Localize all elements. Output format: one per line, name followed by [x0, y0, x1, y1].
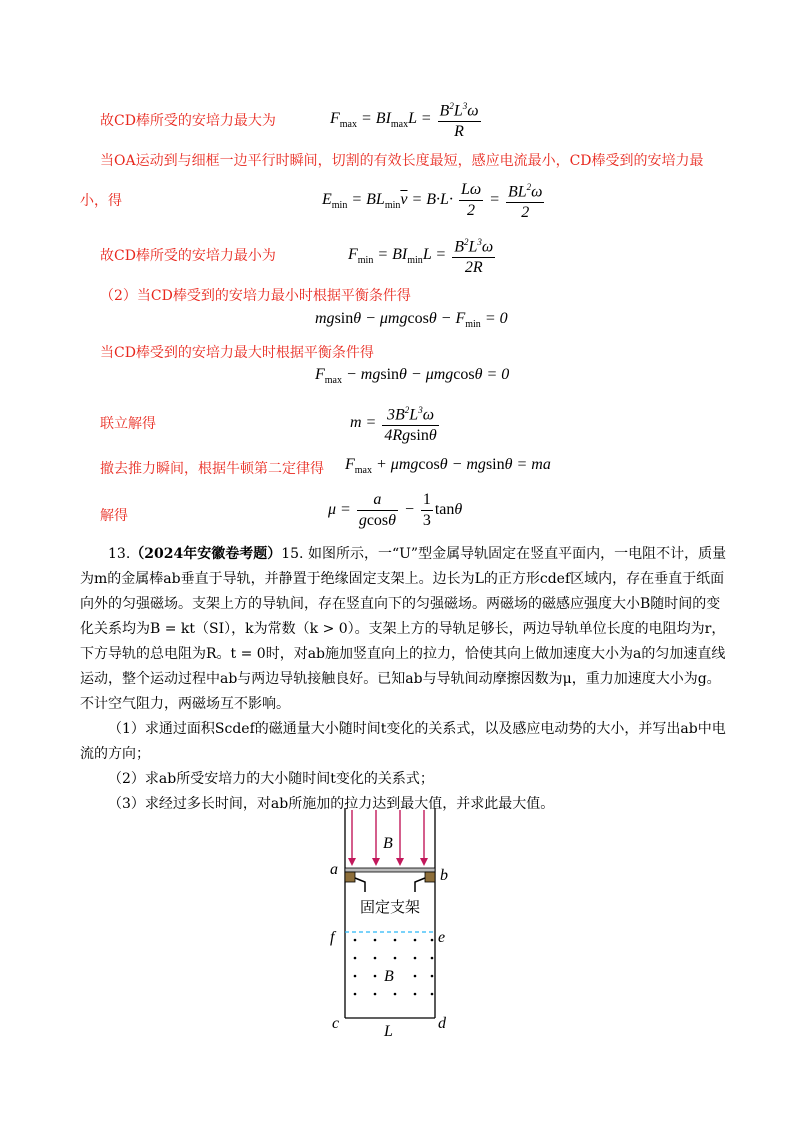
solution-line1-label: 故CD棒所受的安培力最大为	[100, 113, 276, 129]
equation-balance-max: $F_{max} - mgsin\theta - \mu mgcos\theta = 0$	[315, 366, 510, 386]
problem-subnumber: 15.	[281, 546, 304, 562]
problem-paragraph	[80, 542, 730, 717]
question-3: （3）求经过多长时间，对ab所施加的拉力达到最大值，并求此最大值。	[108, 796, 555, 812]
label-B-bottom: B	[384, 968, 394, 985]
solution-line7-label: 撤去推力瞬间，根据牛顿第二定律得	[100, 461, 324, 477]
label-f: f	[330, 929, 335, 946]
support-block-left	[345, 872, 355, 882]
equation-fmin: $F_{min} = BI_{min}L$ = $\frac{B^2L^3\omega}{2R}$	[348, 232, 497, 278]
problem-body: 如图所示，一“U”型金属导轨固定在竖直平面内，一电阻不计，质量为m的金属棒ab垂直于导轨，并静置于绝缘固定支架上。边长为L的正方形cdef区域内，存在垂直于纸面向外的匀强磁场。支架上方的导轨间，存在竖直向下的匀强磁场。两磁场的磁感应强度大小B随时间的变化关系均为B = kt（SI），k为常数（k > 0）。支架上方的导轨足够长，两边导轨单位长度的电阻均为r，下方导轨的总电阻为R。t = 0时，对ab施加竖直向上的拉力，恰使其向上做加速度大小为a的匀加速直线运动，整个运动过程中ab与两边导轨接触良好。已知ab与导轨间动摩擦因数为μ，重力加速度大小为g。不计空气阻力，两磁场互不影响。	[80, 546, 727, 712]
solution-line4-text: （2）当CD棒受到的安培力最小时根据平衡条件得	[100, 288, 411, 304]
label-a: a	[330, 861, 338, 878]
metal-rod-ab	[345, 868, 435, 872]
support-bar-right	[415, 878, 425, 892]
solution-line6-label: 联立解得	[100, 416, 156, 432]
equation-balance-min: $mgsin\theta - \mu mgcos\theta - F_{min} = 0$	[315, 310, 508, 330]
support-label: 固定支架	[359, 898, 421, 916]
equation-mu: μ = $\frac{a}{gcos\theta}$ − $\frac{1}{3}$ tanθ	[328, 491, 463, 529]
equation-newton: $F_{max} + \mu mgcos\theta - mgsin\theta$ = ma	[345, 456, 551, 476]
solution-line3-label: 故CD棒所受的安培力最小为	[100, 248, 276, 264]
label-B-top: B	[383, 835, 393, 852]
solution-line2-text-b: 小，得	[80, 193, 122, 209]
equation-m: m = $\frac{3B^2L^3\omega}{4Rgsin\theta}$	[350, 400, 441, 446]
label-c: c	[332, 1015, 340, 1032]
question-2: （2）求ab所受安培力的大小随时间t变化的关系式；	[108, 771, 434, 787]
field-dots-out-of-page	[354, 939, 434, 996]
label-L: L	[384, 1023, 393, 1040]
label-d: d	[438, 1015, 446, 1032]
label-b: b	[440, 867, 448, 884]
problem-block	[80, 542, 730, 817]
problem-number: 13.	[108, 546, 131, 562]
problem-source: （2024年安徽卷考题）	[130, 546, 282, 562]
equation-emin: $E_{min} = BL_{min}\overline{v} = B\cdot L\cdot$ $\frac{L\omega}{2}$ = $\frac{BL^2\omega}{2}$	[322, 177, 546, 223]
support-block-right	[425, 872, 435, 882]
label-e: e	[438, 929, 446, 946]
physics-figure	[320, 808, 460, 1040]
question-1: （1）求通过面积Scdef的磁通量大小随时间t变化的关系式，以及感应电动势的大小，并写出ab中电流的方向；	[80, 721, 726, 762]
solution-line2-text: 当OA运动到与细框一边平行时瞬间，切割的有效长度最短，感应电流最小，CD棒受到的安培力最	[100, 153, 704, 169]
solution-line8-label: 解得	[100, 508, 128, 524]
solution-line5-text: 当CD棒受到的安培力最大时根据平衡条件得	[100, 345, 374, 361]
support-bar-left	[355, 878, 365, 892]
equation-fmax: $F_{max} = BI_{max}L$ = $\frac{B^2L^3\omega}{R}$	[330, 96, 483, 142]
